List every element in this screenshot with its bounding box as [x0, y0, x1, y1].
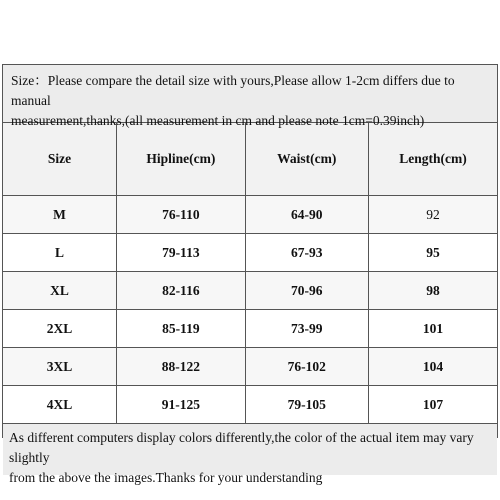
cell-hipline: 82-116: [117, 272, 245, 310]
cell-length: 95: [369, 234, 497, 272]
measurement-note-line-1: Size：Please compare the detail size with yours,Please allow 1-2cm differs due to manual: [11, 73, 455, 108]
cell-waist: 79-105: [245, 386, 369, 424]
table-row: [3, 196, 497, 234]
size-chart: [2, 64, 498, 485]
cell-length: 101: [369, 310, 497, 348]
header-waist: Waist(cm): [245, 123, 369, 196]
size-table: [3, 123, 497, 424]
table-row: [3, 348, 497, 386]
cell-size: 2XL: [3, 310, 117, 348]
measurement-note: [3, 65, 497, 128]
cell-hipline: 76-110: [117, 196, 245, 234]
table-row: [3, 386, 497, 424]
cell-size: XL: [3, 272, 117, 310]
cell-waist: 70-96: [245, 272, 369, 310]
cell-hipline: 88-122: [117, 348, 245, 386]
table-row: [3, 272, 497, 310]
cell-hipline: 79-113: [117, 234, 245, 272]
cell-size: 4XL: [3, 386, 117, 424]
cell-length: 98: [369, 272, 497, 310]
cell-hipline: 91-125: [117, 386, 245, 424]
cell-size: 3XL: [3, 348, 117, 386]
cell-hipline: 85-119: [117, 310, 245, 348]
color-disclaimer-line-2: from the above the images.Thanks for your understanding: [9, 470, 323, 485]
cell-size: M: [3, 196, 117, 234]
cell-length: 104: [369, 348, 497, 386]
cell-waist: 67-93: [245, 234, 369, 272]
table-row: [3, 310, 497, 348]
header-length: Length(cm): [369, 123, 497, 196]
cell-length: 92: [369, 196, 497, 234]
cell-size: L: [3, 234, 117, 272]
cell-length: 107: [369, 386, 497, 424]
cell-waist: 73-99: [245, 310, 369, 348]
color-disclaimer: [3, 424, 497, 485]
color-disclaimer-line-1: As different computers display colors differently,the color of the actual item may vary slightly: [9, 430, 474, 465]
measurement-note-line-2: measurement,thanks,(all measurement in cm and please note 1cm=0.39inch): [11, 113, 425, 128]
header-size: Size: [3, 123, 117, 196]
table-row: [3, 234, 497, 272]
cell-waist: 64-90: [245, 196, 369, 234]
header-hipline: Hipline(cm): [117, 123, 245, 196]
table-header-row: [3, 123, 497, 196]
cell-waist: 76-102: [245, 348, 369, 386]
